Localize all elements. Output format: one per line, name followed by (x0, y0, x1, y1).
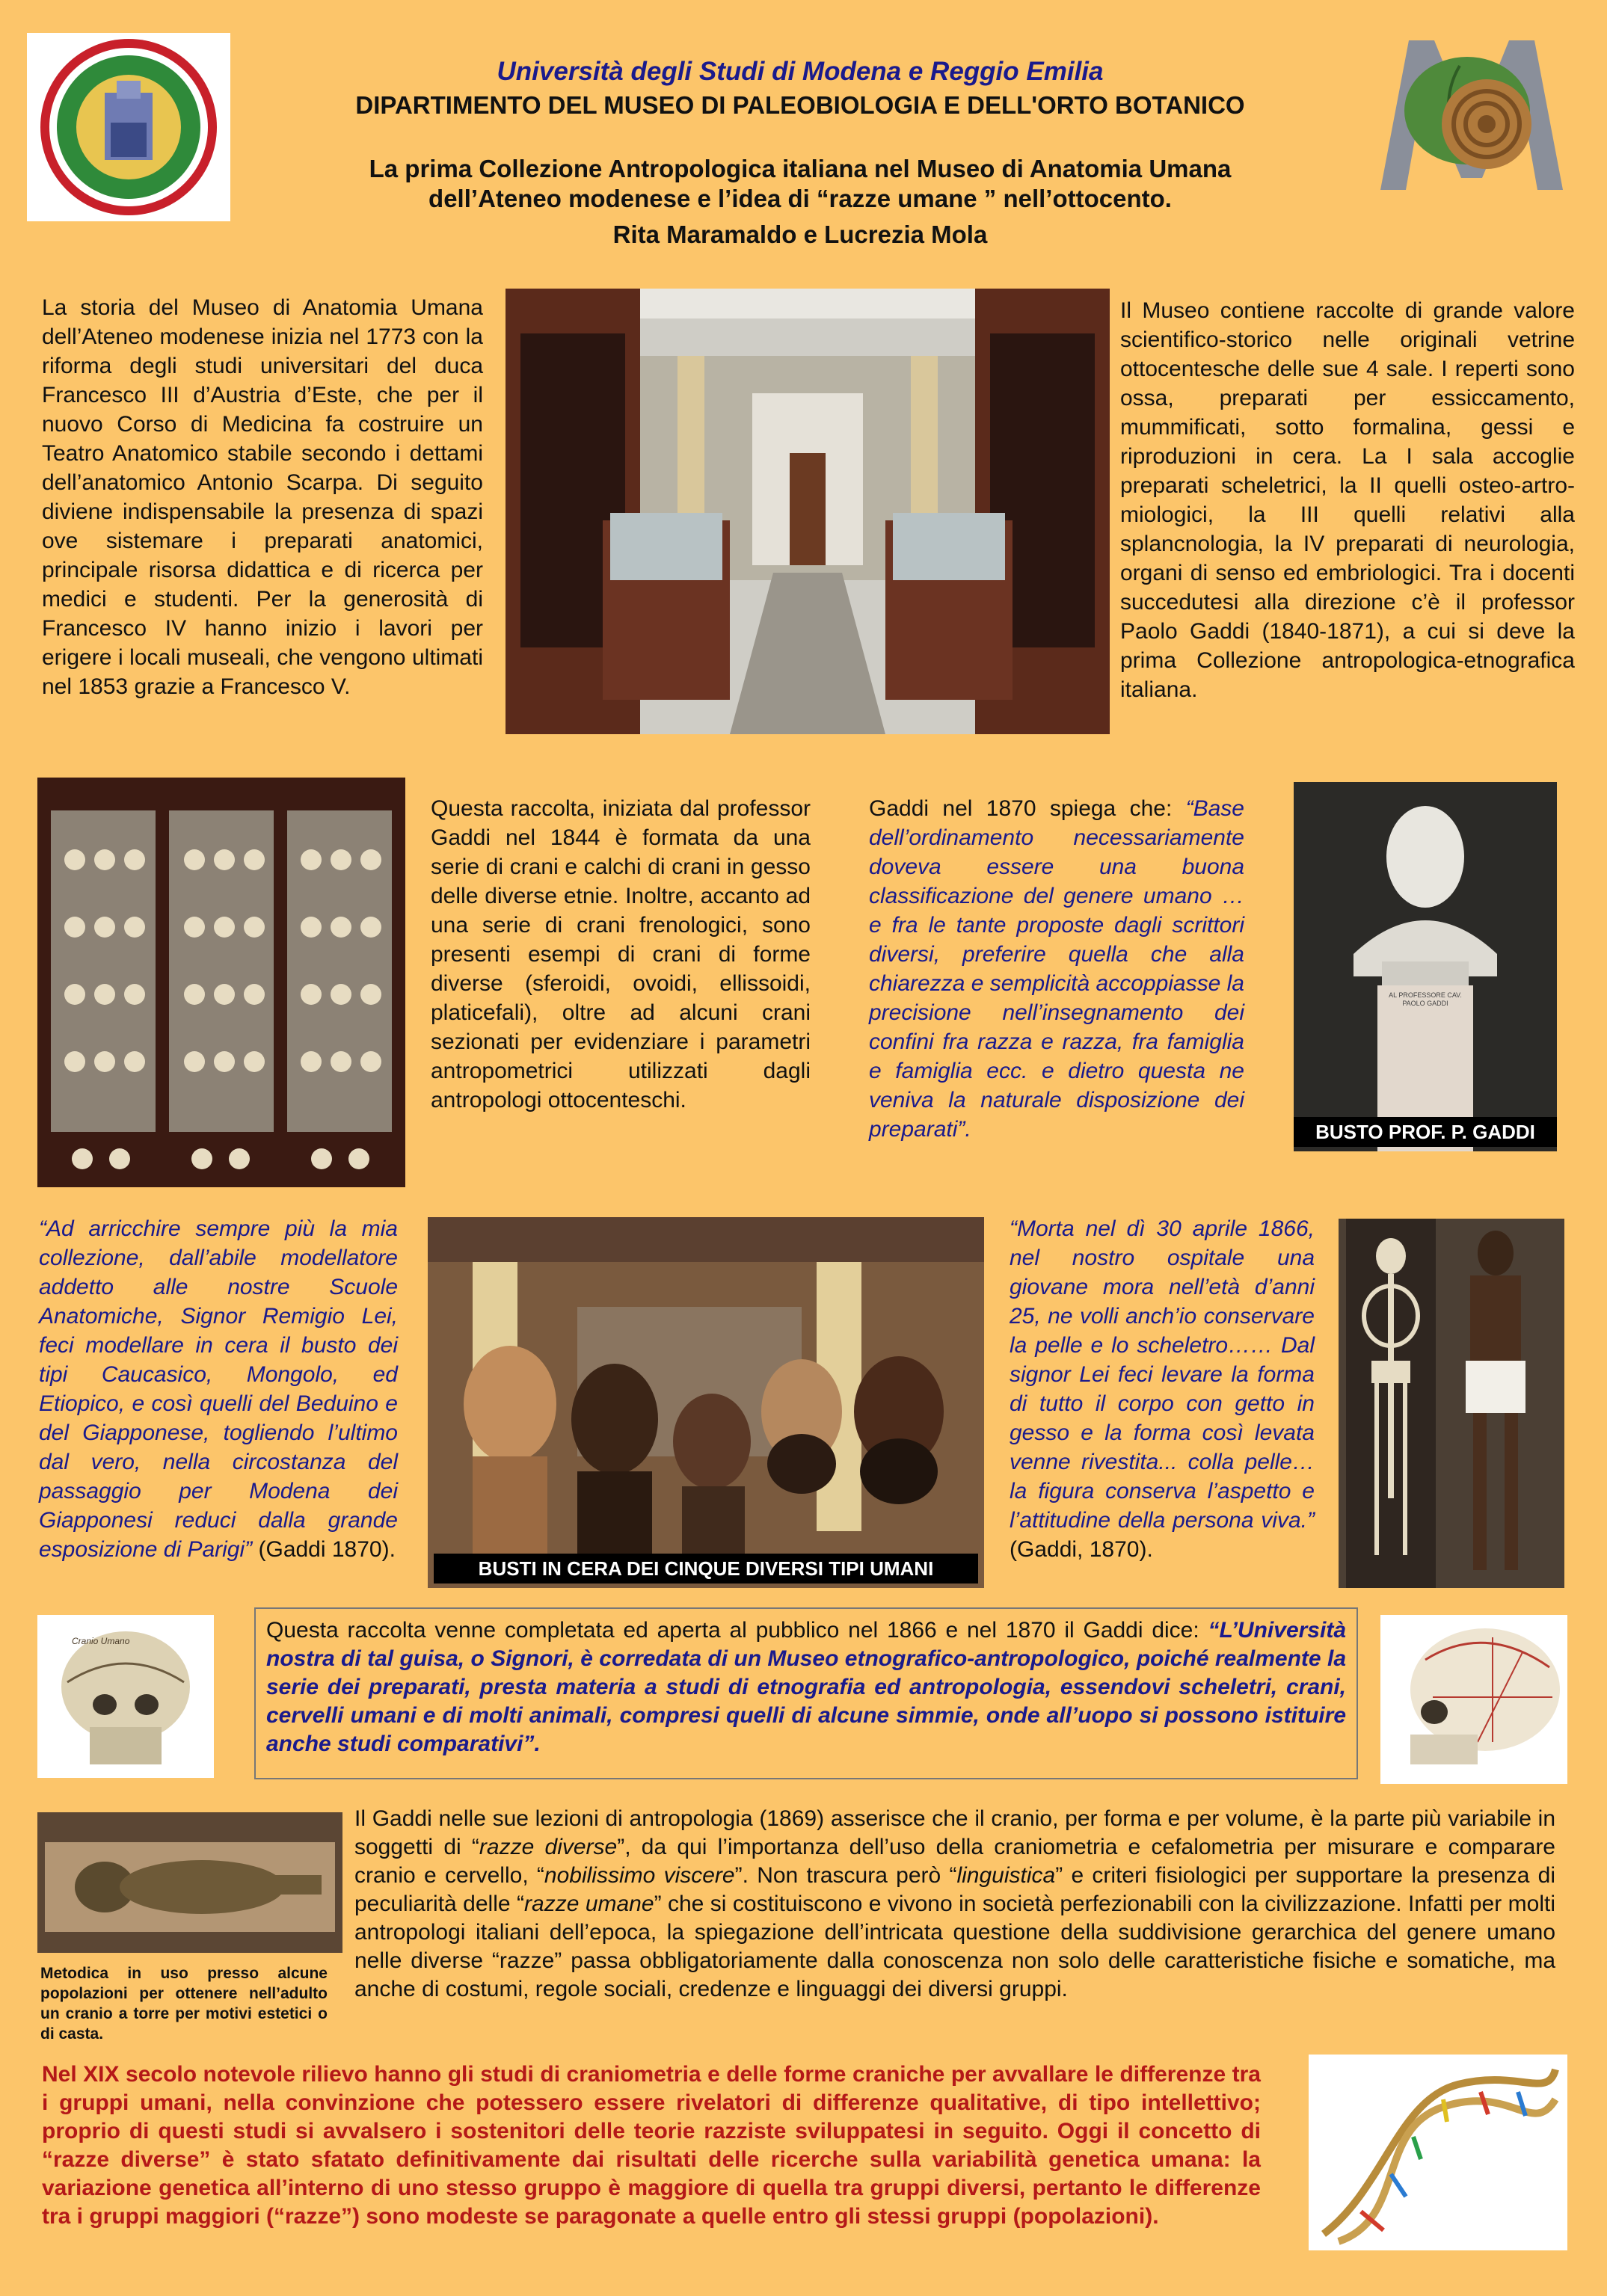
lessons-part4: ” e criteri fisiologici per supportare la presenza di peculiarità delle “ (354, 1863, 1555, 1916)
mora-quote: “Morta nel dì 30 aprile 1866, nel nostro ospitale una giovane mora nell’età d’anni 25, ne volli anch’io conservare la pelle e lo scheletro…… Dal signor Lei feci levare la forma di tutto il corpo con getto in gesso e la forma così levata venne rivestita... colla pelle… la figura conserva l’aspetto e l’attitudine della persona viva.” (1010, 1216, 1315, 1533)
wax-busts-quote-block (39, 1214, 398, 1564)
poster-title-line2: dell’Ateneo modenese e l’idea di “razze umane ” nell’ottocento. (428, 185, 1172, 212)
lessons-part1: Il Gaddi nelle sue lezioni di antropologia (1869) asserisce che il cranio, per forma e per volume, è la parte più variabile in soggetti di “ (354, 1806, 1555, 1859)
mummified-infant-photo (37, 1812, 342, 1953)
university-name: Università degli Studi di Modena e Reggio Emilia (497, 57, 1104, 86)
bust-caption: BUSTO PROF. P. GADDI (1294, 1117, 1557, 1147)
completion-intro: Questa raccolta venne completata ed aperta al pubblico nel 1866 e nel 1870 il Gaddi dice: (266, 1618, 1208, 1643)
conclusion-text: Nel XIX secolo notevole rilievo hanno gli studi di craniometria e delle forme craniche per avvallare le differenze tra i gruppi umani, nella convinzione che potessero essere rivelatori di differenze qualitative, di tipo intellettivo; proprio di questi studi si avvalsero i sostenitori delle teorie razziste sviluppatesi in seguito. Oggi il concetto di “razze diverse” è stato sfatato definitivamente dai risultati delle ricerche sulla variabilità genetica umana: la variazione genetica all’interno di uno stesso gruppo è maggiore di quella tra gruppi diversi, pertanto le differenze tra i gruppi maggiori (“razze”) sono modeste se paragonate a quelle entro gli stessi gruppi (popolazioni). (42, 2062, 1261, 2229)
phrenology-map-skull-photo (1380, 1615, 1567, 1784)
lessons-part2: ”, da qui l’importanza dell’uso della craniometria e cefalometria per misurare e comparare cranio e cervello, “ (354, 1835, 1555, 1888)
lessons-italic1: razze diverse (479, 1835, 618, 1859)
skull-label-text: Cranio Umano (72, 1636, 130, 1646)
poster-authors: Rita Maramaldo e Lucrezia Mola (612, 221, 988, 248)
intro-history-text: La storia del Museo di Anatomia Umana dell’Ateneo modenese inizia nel 1773 con la riforma degli studi universitari del duca Francesco III d’Austria d’Este, che per il nuovo Corso di Medicina fa costruire un Teatro Anatomico stabile secondo i dettami dell’anatomico Antonio Scarpa. Di seguito diviene indispensabile la presenza di spazi ove sistemare i preparati anatomici, principale risorsa didattica e di ricerca per medici e studenti. Per la generosità di Francesco IV hanno inizio i lavori per erigere i locali museali, che vengono ultimati nel 1853 grazie a Francesco V. (42, 295, 483, 699)
gaddi-1870-block (869, 794, 1244, 1144)
university-seal-logo (27, 33, 230, 221)
museum-logo (1370, 36, 1573, 194)
skeleton-and-figure-photo (1339, 1219, 1564, 1588)
bust-plaque-text: AL PROFESSORE CAV. PAOLO GADDI (1389, 991, 1462, 1007)
gaddi-1870-intro: Gaddi nel 1870 spiega che: (869, 796, 1186, 821)
wax-busts-photo (428, 1217, 984, 1588)
lessons-italic2: nobilissimo viscere (544, 1863, 735, 1888)
museum-collections-text: Il Museo contiene raccolte di grande valore scientifico-storico nelle originali vetrine ottocentesche delle sue 4 sale. I reperti sono ossa, preparati per essiccamento, mummificati, sotto formalina, gessi e riproduzioni in cera. La I sala accoglie preparati scheletrici, la II quelli osteo-artro-miologici, la III quelli relativi alla splancnologia, la IV preparati di neurologia, organi di senso ed embriologici. Tra i docenti succedutesi alla direzione c’è il professor Paolo Gaddi (1840-1871), a cui si deve la prima Collezione antropologica-etnografica italiana. (1120, 298, 1575, 702)
lessons-italic3: linguistica (956, 1863, 1056, 1888)
mora-quote-block (1010, 1214, 1315, 1564)
collection-description-text: Questa raccolta, iniziata dal professor Gaddi nel 1844 è formata da una serie di crani e calchi di crani in gesso delle diverse etnie. Inoltre, accanto ad una serie di crani frenologici, sono presenti esempi di crani di forme diverse (sferoidi, ovoidi, ellissoidi, platicefali), oltre ad alcuni crani sezionati per evidenziare i parametri antropometrici utilizzati dagli antropologi ottocenteschi. (431, 796, 811, 1112)
mora-citation: (Gaddi, 1870). (1010, 1537, 1153, 1562)
gaddi-1870-quote: “Base dell’ordinamento necessariamente doveva essere una buona classificazione del genere umano … e fra le tante proposte dagli scrittori diversi, preferire quella che alla chiarezza e semplicità accoppiasse la precisione nell’insegnamento dei confini fra razza e razza, fra famiglia e famiglia ecc. e dietro questa ne veniva la naturale disposizione dei preparati”. (869, 796, 1244, 1142)
metodica-caption: Metodica in uso presso alcune popolazioni per ottenere nell’adulto un cranio a torre per motivi estetici o di casta. (40, 1965, 328, 2043)
lessons-part3: ”. Non trascura però “ (734, 1863, 957, 1888)
gaddi-bust-photo (1294, 782, 1557, 1151)
completion-quote-box (254, 1607, 1358, 1779)
wax-busts-citation: (Gaddi 1870). (252, 1537, 396, 1562)
wax-busts-caption: BUSTI IN CERA DEI CINQUE DIVERSI TIPI UMANI (434, 1554, 978, 1583)
lessons-text (354, 1805, 1555, 2004)
museum-hall-photo (506, 289, 1110, 734)
dna-helix-image (1309, 2055, 1567, 2250)
wax-busts-quote: “Ad arricchire sempre più la mia collezione, dall’abile modellatore addetto alle nostre Scuole Anatomiche, Signor Remigio Lei, feci modellare in cera il busto dei tipi Caucasico, Mongolo, ed Etiopico, e così quelli del Beduino e del Giapponese, togliendo l’ultimo dal vero, nella circostanza del passaggio per Modena dei Giapponesi reduci dalla grande esposizione di Parigi” (39, 1216, 398, 1562)
lessons-part5: ” che si costituiscono e vivono in società perfezionabili con la civilizzazione. Infatti per molti antropologi italiani dell’epoca, la spiegazione dell’intricata questione della suddivisione gerarchica del genere umano nelle diverse “razze” passa obbligatoriamente dalla conoscenza non solo delle caratteristiche fisiche e somatiche, ma anche di costumi, regole sociali, credenze e linguaggi dei diversi gruppi. (354, 1892, 1555, 2001)
skull-cabinet-photo (37, 778, 405, 1187)
lessons-italic4: razze umane (524, 1892, 654, 1916)
department-name: DIPARTIMENTO DEL MUSEO DI PALEOBIOLOGIA E DELL'ORTO BOTANICO (355, 91, 1245, 119)
poster-title-line1: La prima Collezione Antropologica italiana nel Museo di Anatomia Umana (369, 155, 1232, 182)
completion-quote: “L’Università nostra di tal guisa, o Signori, è corredata di un Museo etnografico-antropologico, poiché realmente la serie dei preparati, presta materia a studi di etnografia ed antropologia, essendovi scheletri, crani, cervelli umani e di molti animali, compresi quelli di alcune simmie, onde all’uopo si possono istituire anche studi comparativi”. (266, 1618, 1346, 1756)
